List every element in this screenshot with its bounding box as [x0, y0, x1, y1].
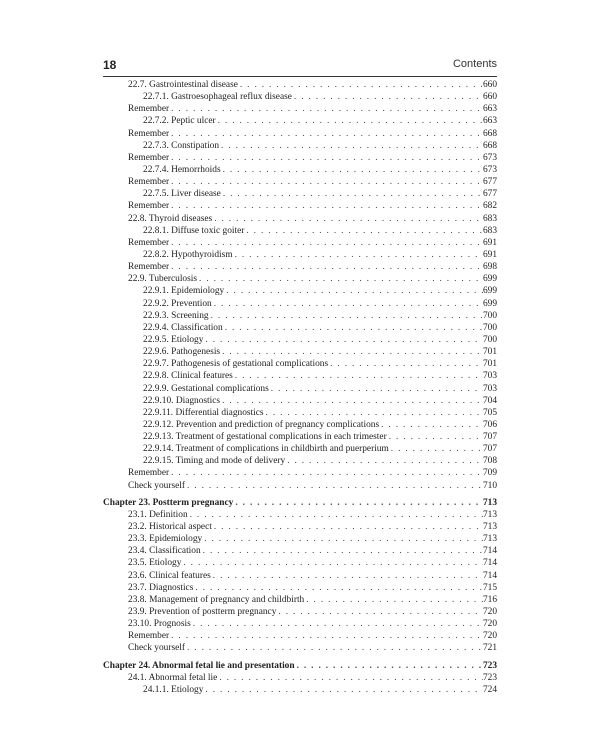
toc-entry — [103, 570, 497, 582]
toc-entry — [103, 419, 497, 431]
dot-leader — [244, 225, 483, 237]
dot-leader — [201, 545, 483, 557]
dot-leader — [233, 497, 483, 509]
toc-entry-page: 699 — [482, 298, 497, 309]
toc-entry — [103, 298, 497, 310]
dot-leader — [285, 455, 483, 467]
toc-entry — [103, 370, 497, 382]
toc-entry — [103, 322, 497, 334]
toc-entry-page: 699 — [482, 286, 497, 297]
page-number: 18 — [103, 58, 117, 72]
toc-entry-page: 663 — [482, 116, 497, 127]
dot-leader — [169, 103, 483, 115]
toc-entry-title: 23.1. Definition — [128, 509, 188, 520]
toc-entry-page: 703 — [482, 371, 497, 382]
toc-entry-page: 709 — [482, 468, 497, 479]
toc-entry-title: 22.9.2. Prevention — [143, 298, 212, 309]
toc-entry-title: Remember — [128, 201, 170, 212]
toc-entry-title: 24.1.1. Etiology — [143, 684, 204, 695]
dot-leader — [188, 509, 483, 521]
toc-entry — [103, 358, 497, 370]
dot-leader — [220, 395, 483, 407]
toc-entry-title: 22.9.10. Diagnostics — [143, 395, 221, 406]
dot-leader — [185, 642, 483, 654]
toc-entry-title: Chapter 23. Postterm pregnancy — [103, 497, 234, 508]
toc-entry-page: 700 — [482, 310, 497, 321]
toc-entry — [103, 346, 497, 358]
page-header — [103, 58, 497, 77]
toc-entry-page: 673 — [482, 152, 497, 163]
toc-entry — [103, 164, 497, 176]
dot-leader — [169, 261, 483, 273]
toc-entry-title: 22.9.15. Timing and mode of delivery — [143, 456, 286, 467]
dot-leader — [220, 346, 483, 358]
dot-leader — [269, 383, 483, 395]
toc-entry-page: 713 — [482, 509, 497, 520]
toc-entry — [103, 383, 497, 395]
table-of-contents — [103, 79, 497, 696]
dot-leader — [169, 468, 483, 480]
dot-leader — [169, 152, 483, 164]
dot-leader — [221, 188, 483, 200]
toc-entry-title: 24.1. Abnormal fetal lie — [128, 672, 218, 683]
toc-entry — [103, 630, 497, 642]
toc-entry-page: 713 — [482, 497, 497, 508]
toc-entry-page: 715 — [482, 582, 497, 593]
toc-entry-title: 23.2. Historical aspect — [128, 522, 212, 533]
toc-entry — [103, 407, 497, 419]
toc-entry-title: 22.7.3. Constipation — [143, 140, 220, 151]
toc-entry-title: 22.8.2. Hypothyroidism — [143, 249, 233, 260]
toc-entry-page: 660 — [482, 92, 497, 103]
toc-entry-page: 691 — [482, 237, 497, 248]
dot-leader — [224, 285, 483, 297]
toc-entry — [103, 468, 497, 480]
dot-leader — [203, 334, 483, 346]
toc-entry — [103, 225, 497, 237]
toc-entry-title: 22.7.1. Gastroesophageal reflux disease — [143, 92, 292, 103]
dot-leader — [219, 140, 483, 152]
dot-leader — [387, 431, 483, 443]
toc-entry-page: 699 — [482, 274, 497, 285]
dot-leader — [169, 128, 483, 140]
dot-leader — [304, 594, 483, 606]
toc-entry — [103, 545, 497, 557]
toc-entry-title: 23.6. Clinical features — [128, 570, 211, 581]
toc-entry-page: 700 — [482, 334, 497, 345]
toc-entry — [103, 672, 497, 684]
toc-entry-page: 720 — [482, 619, 497, 630]
toc-entry-title: 22.9.8. Clinical features — [143, 371, 233, 382]
toc-entry-title: 23.3. Epidemiology — [128, 534, 203, 545]
toc-entry-title: Remember — [128, 468, 170, 479]
toc-entry — [103, 273, 497, 285]
dot-leader — [233, 370, 483, 382]
toc-entry-title: 22.7.5. Liver disease — [143, 189, 221, 200]
dot-leader — [221, 164, 483, 176]
toc-entry — [103, 91, 497, 103]
toc-entry-title: 23.8. Management of pregnancy and childbirth — [128, 594, 305, 605]
dot-leader — [169, 200, 483, 212]
toc-entry-page: 660 — [482, 79, 497, 90]
toc-entry-page: 713 — [482, 522, 497, 533]
toc-entry-title: Remember — [128, 631, 170, 642]
toc-entry-page: 673 — [482, 164, 497, 175]
dot-leader — [169, 176, 483, 188]
toc-entry-title: 23.5. Etiology — [128, 558, 182, 569]
toc-entry — [103, 79, 497, 91]
toc-entry — [103, 582, 497, 594]
chapter-heading — [103, 660, 497, 672]
chapter-heading — [103, 497, 497, 509]
dot-leader — [212, 298, 483, 310]
toc-entry-title: 22.9.12. Prevention and prediction of pregnancy complications — [143, 419, 380, 430]
toc-entry — [103, 443, 497, 455]
toc-entry-title: 22.8.1. Diffuse toxic goiter — [143, 225, 245, 236]
toc-entry-page: 714 — [482, 570, 497, 581]
dot-leader — [264, 407, 483, 419]
dot-leader — [197, 273, 483, 285]
toc-entry-page: 707 — [482, 432, 497, 443]
dot-leader — [212, 521, 483, 533]
toc-entry-title: 22.9.1. Epidemiology — [143, 286, 225, 297]
toc-entry-title: Check yourself — [128, 480, 186, 491]
dot-leader — [295, 660, 483, 672]
toc-entry-page: 707 — [482, 444, 497, 455]
toc-entry-page: 714 — [482, 546, 497, 557]
dot-leader — [238, 79, 483, 91]
toc-entry-title: 22.9.4. Classification — [143, 322, 223, 333]
dot-leader — [203, 684, 483, 696]
toc-entry-title: Remember — [128, 177, 170, 188]
toc-entry-page: 683 — [482, 225, 497, 236]
toc-entry-page: 723 — [482, 660, 497, 671]
toc-entry — [103, 618, 497, 630]
toc-entry-title: 22.9.3. Screening — [143, 310, 209, 321]
toc-entry — [103, 642, 497, 654]
toc-entry-title: Remember — [128, 152, 170, 163]
toc-entry-page: 668 — [482, 128, 497, 139]
dot-leader — [181, 557, 483, 569]
toc-entry-page: 705 — [482, 407, 497, 418]
toc-entry-title: 22.9.9. Gestational complications — [143, 383, 269, 394]
toc-entry-title: 22.7. Gastrointestinal disease — [128, 79, 238, 90]
toc-entry — [103, 200, 497, 212]
toc-entry-title: 22.9. Tuberculosis — [128, 274, 198, 285]
dot-leader — [169, 630, 483, 642]
toc-entry — [103, 103, 497, 115]
toc-entry-page: 682 — [482, 201, 497, 212]
toc-entry-page: 714 — [482, 558, 497, 569]
toc-entry-title: 23.9. Prevention of postterm pregnancy — [128, 607, 277, 618]
dot-leader — [223, 322, 483, 334]
toc-entry — [103, 115, 497, 127]
toc-entry-page: 710 — [482, 480, 497, 491]
toc-entry-title: 22.7.2. Peptic ulcer — [143, 116, 216, 127]
toc-entry-page: 724 — [482, 684, 497, 695]
toc-entry — [103, 237, 497, 249]
dot-leader — [276, 606, 483, 618]
toc-entry — [103, 261, 497, 273]
toc-entry — [103, 533, 497, 545]
dot-leader — [169, 237, 483, 249]
toc-entry-page: 677 — [482, 189, 497, 200]
toc-entry — [103, 128, 497, 140]
toc-entry-title: 22.9.6. Pathogenesis — [143, 347, 221, 358]
toc-entry — [103, 455, 497, 467]
toc-entry — [103, 310, 497, 322]
toc-entry — [103, 557, 497, 569]
toc-entry-page: 713 — [482, 534, 497, 545]
toc-entry — [103, 249, 497, 261]
toc-entry — [103, 188, 497, 200]
dot-leader — [389, 443, 483, 455]
dot-leader — [216, 115, 483, 127]
toc-entry — [103, 521, 497, 533]
toc-entry-page: 663 — [482, 104, 497, 115]
toc-entry-page: 720 — [482, 631, 497, 642]
toc-entry — [103, 334, 497, 346]
toc-entry — [103, 140, 497, 152]
dot-leader — [209, 310, 483, 322]
toc-entry — [103, 395, 497, 407]
toc-entry-page: 698 — [482, 262, 497, 273]
toc-entry-title: 23.10. Prognosis — [128, 619, 191, 630]
toc-entry-title: Chapter 24. Abnormal fetal lie and presentation — [103, 660, 295, 671]
toc-entry-page: 703 — [482, 383, 497, 394]
dot-leader — [217, 672, 483, 684]
toc-entry — [103, 509, 497, 521]
toc-entry-title: 22.9.14. Treatment of complications in childbirth and puerperium — [143, 444, 389, 455]
toc-entry-title: Remember — [128, 237, 170, 248]
toc-entry — [103, 152, 497, 164]
dot-leader — [202, 533, 483, 545]
toc-entry-title: Check yourself — [128, 643, 186, 654]
toc-entry-page: 668 — [482, 140, 497, 151]
toc-entry — [103, 684, 497, 696]
dot-leader — [379, 419, 483, 431]
toc-entry-page: 700 — [482, 322, 497, 333]
toc-entry-page: 677 — [482, 177, 497, 188]
toc-entry-title: 23.4. Classification — [128, 546, 201, 557]
toc-entry-page: 691 — [482, 249, 497, 260]
toc-entry-title: Remember — [128, 104, 170, 115]
toc-entry-page: 706 — [482, 419, 497, 430]
toc-entry-page: 720 — [482, 607, 497, 618]
toc-entry-page: 721 — [482, 643, 497, 654]
toc-entry — [103, 176, 497, 188]
toc-entry — [103, 594, 497, 606]
toc-entry — [103, 285, 497, 297]
dot-leader — [191, 618, 483, 630]
toc-entry-title: Remember — [128, 128, 170, 139]
toc-entry-title: 22.9.11. Differential diagnostics — [143, 407, 264, 418]
toc-entry-page: 708 — [482, 456, 497, 467]
dot-leader — [211, 570, 483, 582]
toc-entry-title: 22.9.13. Treatment of gestational complications in each trimester — [143, 432, 387, 443]
dot-leader — [193, 582, 483, 594]
toc-entry-page: 704 — [482, 395, 497, 406]
toc-entry-title: 22.7.4. Hemorrhoids — [143, 164, 221, 175]
toc-entry — [103, 431, 497, 443]
toc-entry — [103, 213, 497, 225]
dot-leader — [292, 91, 483, 103]
toc-entry-title: 23.7. Diagnostics — [128, 582, 194, 593]
toc-entry-page: 701 — [482, 359, 497, 370]
toc-entry-page: 716 — [482, 594, 497, 605]
dot-leader — [233, 249, 483, 261]
toc-entry-title: 22.9.5. Etiology — [143, 334, 204, 345]
dot-leader — [185, 480, 483, 492]
toc-entry-title: Remember — [128, 262, 170, 273]
dot-leader — [212, 213, 483, 225]
toc-entry-title: 22.8. Thyroid diseases — [128, 213, 213, 224]
dot-leader — [328, 358, 483, 370]
running-title: Contents — [452, 58, 497, 70]
toc-entry-title: 22.9.7. Pathogenesis of gestational complications — [143, 359, 329, 370]
toc-entry-page: 683 — [482, 213, 497, 224]
toc-entry — [103, 606, 497, 618]
toc-entry-page: 723 — [482, 672, 497, 683]
toc-entry — [103, 480, 497, 492]
toc-entry-page: 701 — [482, 347, 497, 358]
